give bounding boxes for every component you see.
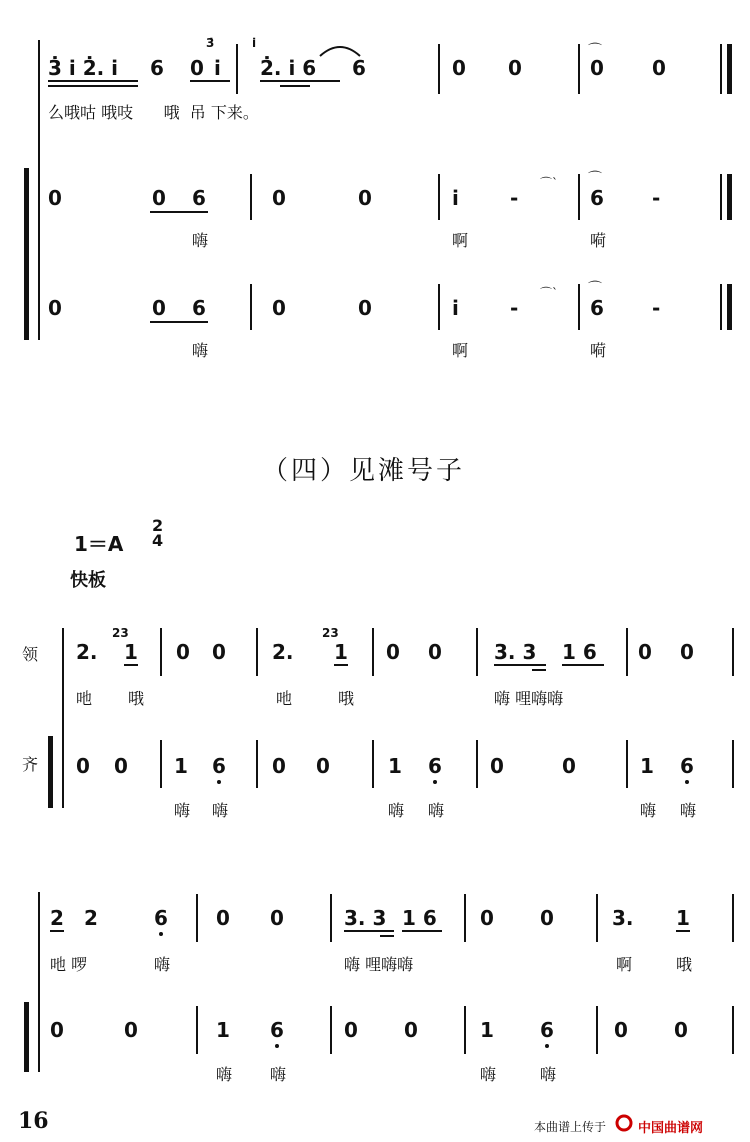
note: 6 <box>352 56 366 80</box>
lyric: 啊 <box>452 341 469 360</box>
barline <box>250 284 252 330</box>
final-barline-thick <box>727 174 732 220</box>
time-signature: 2 4 <box>152 516 164 550</box>
barline <box>256 628 258 676</box>
note: 0 <box>176 640 190 664</box>
note: 2 <box>50 906 64 930</box>
note-group: 2̇. i̇ 6 <box>260 56 317 80</box>
note-group: 1 6 <box>562 640 597 664</box>
lyric: 嗨 <box>680 801 697 820</box>
barline <box>732 740 734 788</box>
lyric: 嗨 <box>388 801 405 820</box>
note: 0 <box>272 186 286 210</box>
lyric: 嗬 <box>590 231 607 250</box>
beam <box>280 85 310 87</box>
lyric: 哦 <box>128 689 145 708</box>
note: 0 <box>428 640 442 664</box>
note: 1 <box>676 906 690 930</box>
lyric: 嗨 <box>428 801 445 820</box>
bracket <box>24 168 29 340</box>
note: 1 <box>216 1018 230 1042</box>
fermata-icon: ⌒ <box>588 43 602 59</box>
note: 0 <box>216 906 230 930</box>
note: 1 <box>640 754 654 778</box>
barline <box>160 628 162 676</box>
bracket <box>48 736 53 808</box>
system-left-line <box>38 892 40 1072</box>
beam <box>494 664 546 666</box>
note-group: 3. 3 <box>344 906 387 930</box>
dash: - <box>510 296 519 320</box>
barline <box>464 1006 466 1054</box>
note: 0 <box>590 56 604 80</box>
part-label-lead: 领 <box>22 645 39 664</box>
lyric: 哦 <box>676 955 693 974</box>
barline <box>578 284 580 330</box>
note: 0 <box>452 56 466 80</box>
barline <box>196 894 198 942</box>
grace-note: 23 <box>112 626 129 640</box>
note: 1 <box>334 640 348 664</box>
note: 0 <box>316 754 330 778</box>
low-octave-dot <box>545 1044 549 1048</box>
barline <box>330 894 332 942</box>
note: 0 <box>124 1018 138 1042</box>
note: 1 <box>388 754 402 778</box>
lyrics-line: 么哦咕 哦吱 哦 吊 下来。 <box>48 103 259 122</box>
note: 1 <box>174 754 188 778</box>
final-barline-thick <box>727 44 732 94</box>
lyric: 嗨 <box>192 341 209 360</box>
note: 6 <box>150 56 164 80</box>
note: 0 <box>386 640 400 664</box>
beam <box>562 664 604 666</box>
barline <box>732 894 734 942</box>
note: 0 <box>490 754 504 778</box>
note: i̇ <box>452 296 459 320</box>
barline <box>626 628 628 676</box>
note: 0 <box>562 754 576 778</box>
beam <box>260 80 340 82</box>
note: i̇ <box>452 186 459 210</box>
barline <box>438 174 440 220</box>
note: 1 <box>124 640 138 664</box>
note: 0 <box>212 640 226 664</box>
lyric: 嗨 哩嗨嗨 <box>344 955 414 974</box>
lyric: 嗨 <box>192 231 209 250</box>
site-logo-text: 中国曲谱网 <box>638 1121 704 1136</box>
beam <box>344 930 394 932</box>
note: 0 <box>48 186 62 210</box>
low-octave-dot <box>685 780 689 784</box>
barline <box>578 174 580 220</box>
note: 6 <box>680 754 694 778</box>
note: 0 <box>404 1018 418 1042</box>
note: 6 <box>540 1018 554 1042</box>
note: 0 <box>270 906 284 930</box>
lyric: 啊 <box>452 231 469 250</box>
lyric: 嗨 <box>640 801 657 820</box>
note: 0 <box>652 56 666 80</box>
dash: - <box>652 296 661 320</box>
note: 0 <box>638 640 652 664</box>
barline <box>596 894 598 942</box>
barline <box>256 740 258 788</box>
lyric: 嗨 <box>212 801 229 820</box>
note: 6 <box>590 186 604 210</box>
dash: - <box>652 186 661 210</box>
note: 0 <box>614 1018 628 1042</box>
note: 0 <box>272 296 286 320</box>
beam <box>48 80 138 82</box>
barline <box>438 44 440 94</box>
barline <box>596 1006 598 1054</box>
note: 0 <box>358 296 372 320</box>
lyric: 吔 啰 <box>50 955 88 974</box>
lyric: 啊 <box>616 955 633 974</box>
barline <box>438 284 440 330</box>
beam <box>190 80 230 82</box>
note: 0 <box>48 296 62 320</box>
beam <box>50 930 64 932</box>
beam <box>150 321 208 323</box>
footer-text: 本曲谱上传于 <box>534 1120 607 1134</box>
note: 3. <box>612 906 634 930</box>
beam <box>380 935 394 937</box>
barline <box>330 1006 332 1054</box>
lyric: 嗨 <box>216 1065 233 1084</box>
beam <box>124 664 138 666</box>
note-group: 3. 3 <box>494 640 537 664</box>
low-octave-dot <box>159 932 163 936</box>
grace-note: 23 <box>322 626 339 640</box>
system-left-line <box>38 40 40 340</box>
part-label-chorus: 齐 <box>22 755 39 774</box>
low-octave-dot <box>217 780 221 784</box>
note: 0 <box>272 754 286 778</box>
lyric: 哦 <box>338 689 355 708</box>
barline <box>626 740 628 788</box>
lyric: 嗨 哩嗨嗨 <box>494 689 564 708</box>
barline <box>732 1006 734 1054</box>
final-barline-thick <box>727 284 732 330</box>
note: 0 <box>480 906 494 930</box>
final-barline-thin <box>720 174 722 220</box>
beam <box>532 669 546 671</box>
final-barline-thin <box>720 284 722 330</box>
barline <box>196 1006 198 1054</box>
fermata-icon: ⌒ <box>588 171 602 187</box>
breath-mark: ⌒` <box>540 286 559 300</box>
note: 0 <box>508 56 522 80</box>
lyric: 嗨 <box>270 1065 287 1084</box>
note: 6 <box>212 754 226 778</box>
barline <box>476 628 478 676</box>
note-group: 3̇ i̇ 2̇. i̇ <box>48 56 119 80</box>
note: 0 <box>50 1018 64 1042</box>
grace-note: 3̇ <box>206 36 215 50</box>
note: 6 <box>590 296 604 320</box>
barline <box>464 894 466 942</box>
final-barline-thin <box>720 44 722 94</box>
note: 6 <box>270 1018 284 1042</box>
barline <box>372 628 374 676</box>
note: i̇ <box>214 56 221 80</box>
note: 6 <box>154 906 168 930</box>
note: 0 <box>680 640 694 664</box>
lyric: 嗨 <box>154 955 171 974</box>
barline <box>372 740 374 788</box>
note: 2. <box>272 640 294 664</box>
lyric: 嗨 <box>540 1065 557 1084</box>
low-octave-dot <box>433 780 437 784</box>
lyric: 嗬 <box>590 341 607 360</box>
note: 0 <box>540 906 554 930</box>
barline <box>578 44 580 94</box>
beam <box>334 664 348 666</box>
beam <box>676 930 690 932</box>
beam <box>48 85 138 87</box>
grace-note: i̇ <box>252 36 257 50</box>
note: 0 <box>152 296 166 320</box>
barline <box>732 628 734 676</box>
note: 0 <box>114 754 128 778</box>
system-left-line <box>62 628 64 808</box>
page-number: 16 <box>18 1108 49 1134</box>
note: 0 <box>152 186 166 210</box>
bracket <box>24 1002 29 1072</box>
key-signature: 1＝A <box>74 532 124 556</box>
barline <box>250 174 252 220</box>
note: 6 <box>428 754 442 778</box>
dash: - <box>510 186 519 210</box>
note: 0 <box>76 754 90 778</box>
lyric: 吔 <box>276 689 293 708</box>
note: 1 <box>480 1018 494 1042</box>
note: 2. <box>76 640 98 664</box>
site-logo-icon <box>614 1114 634 1132</box>
lyric: 嗨 <box>480 1065 497 1084</box>
breath-mark: ⌒` <box>540 176 559 190</box>
note: 0 <box>358 186 372 210</box>
note: 0 <box>190 56 204 80</box>
barline <box>160 740 162 788</box>
lyric: 吔 <box>76 689 93 708</box>
note: 6 <box>192 186 206 210</box>
beam <box>402 930 442 932</box>
tempo-marking: 快板 <box>70 570 106 591</box>
note: 0 <box>344 1018 358 1042</box>
barline <box>476 740 478 788</box>
low-octave-dot <box>275 1044 279 1048</box>
song-title: （四）见滩号子 <box>262 456 466 486</box>
fermata-icon: ⌒ <box>588 281 602 297</box>
note: 2 <box>84 906 98 930</box>
beam <box>150 211 208 213</box>
lyric: 嗨 <box>174 801 191 820</box>
note-group: 1 6 <box>402 906 437 930</box>
note: 6 <box>192 296 206 320</box>
barline <box>236 44 238 94</box>
note: 0 <box>674 1018 688 1042</box>
